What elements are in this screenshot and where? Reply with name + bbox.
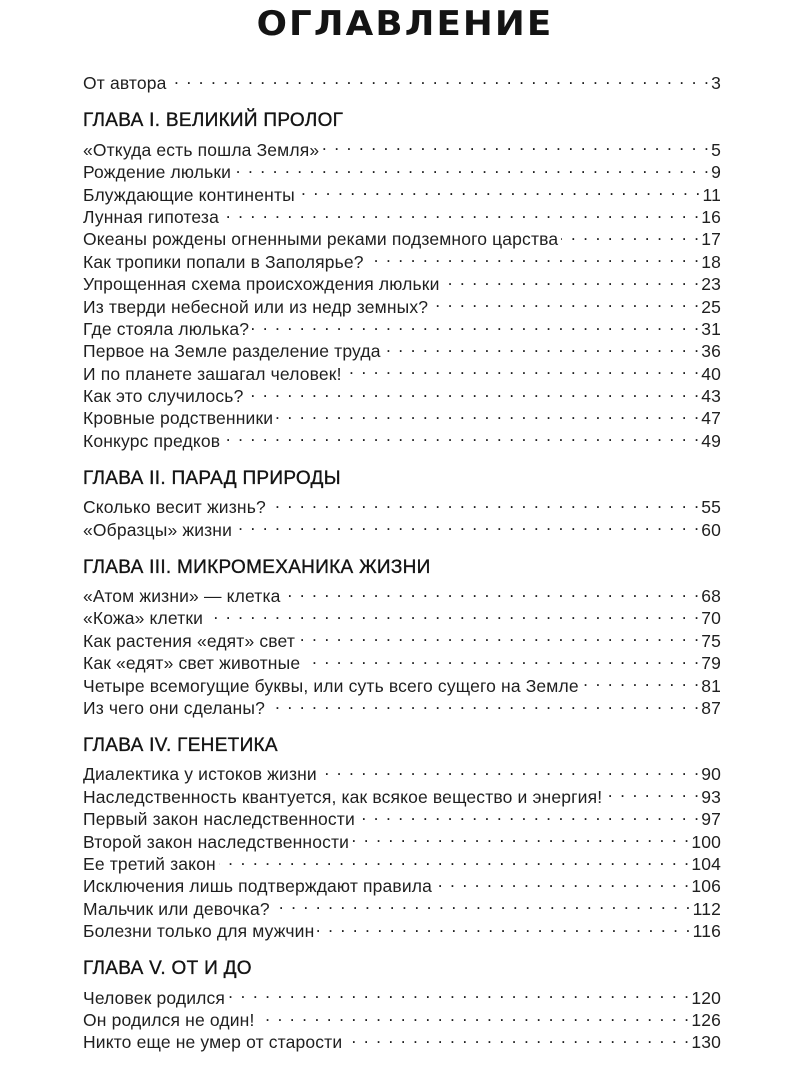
entry-page: 87	[701, 697, 721, 718]
table-of-contents	[83, 67, 721, 1053]
toc-entry[interactable]	[83, 981, 721, 1008]
dot-leader	[235, 513, 700, 535]
entry-page: 3	[711, 73, 721, 94]
dot-leader	[317, 915, 691, 937]
entry-page: 18	[701, 251, 721, 272]
entry-title: Как растения «едят» свет	[83, 630, 295, 651]
entry-title: Где стояла люлька?	[83, 318, 250, 339]
entry-title: Болезни только для мужчин	[83, 921, 315, 942]
toc-entry-preface[interactable]	[83, 67, 721, 94]
entry-title: Он родился не один!	[83, 1009, 255, 1030]
dot-leader	[303, 647, 700, 669]
chapter-heading[interactable]: ГЛАВА III. МИКРОМЕХАНИКА ЖИЗНИ	[83, 556, 431, 578]
entry-page: 68	[701, 586, 721, 607]
entry-title: От автора	[83, 73, 167, 94]
toc-entry[interactable]	[83, 580, 721, 607]
dot-leader	[257, 1004, 690, 1026]
dot-leader	[298, 178, 702, 200]
entry-title: Никто еще не умер от старости	[83, 1032, 343, 1053]
entry-page: 75	[701, 630, 721, 651]
entry-title: Как «едят» свет животные	[83, 653, 301, 674]
entry-page: 60	[701, 519, 721, 540]
entry-page: 55	[701, 497, 721, 518]
entry-page: 9	[711, 162, 721, 183]
entry-title: «Образцы» жизни	[83, 519, 233, 540]
entry-page: 23	[701, 274, 721, 295]
entry-page: 106	[691, 876, 721, 897]
dot-leader	[222, 201, 700, 223]
entry-page: 43	[701, 386, 721, 407]
entry-title: «Откуда есть пошла Земля»	[83, 139, 320, 160]
dot-leader	[252, 313, 700, 335]
entry-page: 93	[701, 786, 721, 807]
dot-leader	[345, 357, 701, 379]
dot-leader	[206, 602, 700, 624]
entry-page: 16	[701, 206, 721, 227]
page-title: ОГЛАВЛЕНИЕ	[256, 4, 554, 44]
entry-page: 126	[691, 1009, 721, 1030]
dot-leader	[384, 335, 701, 357]
entry-title: Как это случилось?	[83, 386, 244, 407]
entry-title: Рождение люльки	[83, 162, 232, 183]
toc-entry[interactable]	[83, 758, 721, 785]
entry-title: Первый закон наследственности	[83, 809, 355, 830]
entry-page: 120	[691, 987, 721, 1008]
chapter-section	[83, 109, 721, 451]
dot-leader	[352, 825, 690, 847]
entry-page: 17	[701, 229, 721, 250]
entry-title: Упрощенная схема происхождения люльки	[83, 274, 440, 295]
dot-leader	[358, 803, 700, 825]
chapter-list	[83, 109, 721, 1053]
entry-page: 116	[692, 921, 721, 942]
dot-leader	[234, 156, 710, 178]
dot-leader	[443, 268, 701, 290]
entry-page: 104	[691, 853, 721, 874]
chapter-heading[interactable]: ГЛАВА II. ПАРАД ПРИРОДЫ	[83, 467, 341, 489]
dot-leader	[322, 133, 710, 155]
entry-title: Из чего они сделаны?	[83, 697, 265, 718]
entry-page: 5	[711, 139, 721, 160]
entry-page: 130	[691, 1032, 721, 1053]
chapter-section	[83, 556, 721, 718]
entry-title: Четыре всемогущие буквы, или суть всего сущего на Земле	[83, 675, 579, 696]
entry-page: 79	[701, 653, 721, 674]
dot-leader	[276, 402, 700, 424]
entry-title: Из тверди небесной или из недр земных?	[83, 296, 429, 317]
dot-leader	[431, 290, 700, 312]
entry-title: Наследственность квантуется, как всякое вещество и энергия!	[83, 786, 603, 807]
entry-title: Человек родился	[83, 987, 226, 1008]
entry-title: Второй закон наследственности	[83, 831, 350, 852]
toc-entry[interactable]	[83, 491, 721, 518]
chapter-section	[83, 734, 721, 942]
dot-leader	[284, 580, 701, 602]
toc-entry[interactable]	[83, 133, 721, 160]
dot-leader	[219, 848, 690, 870]
entry-page: 11	[702, 184, 721, 205]
entry-page: 100	[691, 831, 721, 852]
entry-page: 97	[701, 809, 721, 830]
dot-leader	[561, 223, 700, 245]
entry-title: И по планете зашагал человек!	[83, 363, 342, 384]
entry-title: Океаны рождены огненными реками подземного царства	[83, 229, 559, 250]
entry-title: Диалектика у истоков жизни	[83, 764, 317, 785]
dot-leader	[246, 380, 700, 402]
entry-title: Сколько весит жизнь?	[83, 497, 266, 518]
chapter-section	[83, 467, 721, 540]
entry-page: 70	[701, 608, 721, 629]
dot-leader	[367, 245, 701, 267]
dot-leader	[345, 1026, 690, 1048]
dot-leader	[223, 424, 700, 446]
dot-leader	[298, 624, 700, 646]
dot-leader	[170, 67, 711, 89]
entry-title: Мальчик или девочка?	[83, 898, 270, 919]
entry-page: 31	[701, 318, 721, 339]
entry-title: Исключения лишь подтверждают правила	[83, 876, 433, 897]
entry-page: 112	[692, 898, 721, 919]
entry-page: 47	[701, 408, 721, 429]
entry-page: 25	[701, 296, 721, 317]
entry-page: 81	[701, 675, 721, 696]
entry-title: Конкурс предков	[83, 430, 221, 451]
dot-leader	[269, 491, 700, 513]
chapter-heading[interactable]: ГЛАВА I. ВЕЛИКИЙ ПРОЛОГ	[83, 110, 344, 132]
dot-leader	[268, 692, 700, 714]
entry-page: 90	[701, 764, 721, 785]
entry-page: 36	[701, 341, 721, 362]
dot-leader	[320, 758, 700, 780]
entry-title: «Атом жизни» — клетка	[83, 586, 281, 607]
entry-title: Блуждающие континенты	[83, 184, 295, 205]
dot-leader	[273, 892, 692, 914]
entry-title: Кровные родственники	[83, 408, 274, 429]
dot-leader	[228, 981, 690, 1003]
entry-title: Ее третий закон	[83, 853, 216, 874]
entry-page: 40	[701, 363, 721, 384]
dot-leader	[435, 870, 690, 892]
chapter-section	[83, 957, 721, 1053]
chapter-heading[interactable]: ГЛАВА V. ОТ И ДО	[83, 958, 252, 980]
entry-title: «Кожа» клетки	[83, 608, 204, 629]
entry-title: Как тропики попали в Заполярье?	[83, 251, 364, 272]
dot-leader	[582, 669, 700, 691]
chapter-heading[interactable]: ГЛАВА IV. ГЕНЕТИКА	[83, 734, 278, 756]
dot-leader	[605, 780, 700, 802]
entry-title: Лунная гипотеза	[83, 206, 219, 227]
entry-title: Первое на Земле разделение труда	[83, 341, 381, 362]
entry-page: 49	[701, 430, 721, 451]
